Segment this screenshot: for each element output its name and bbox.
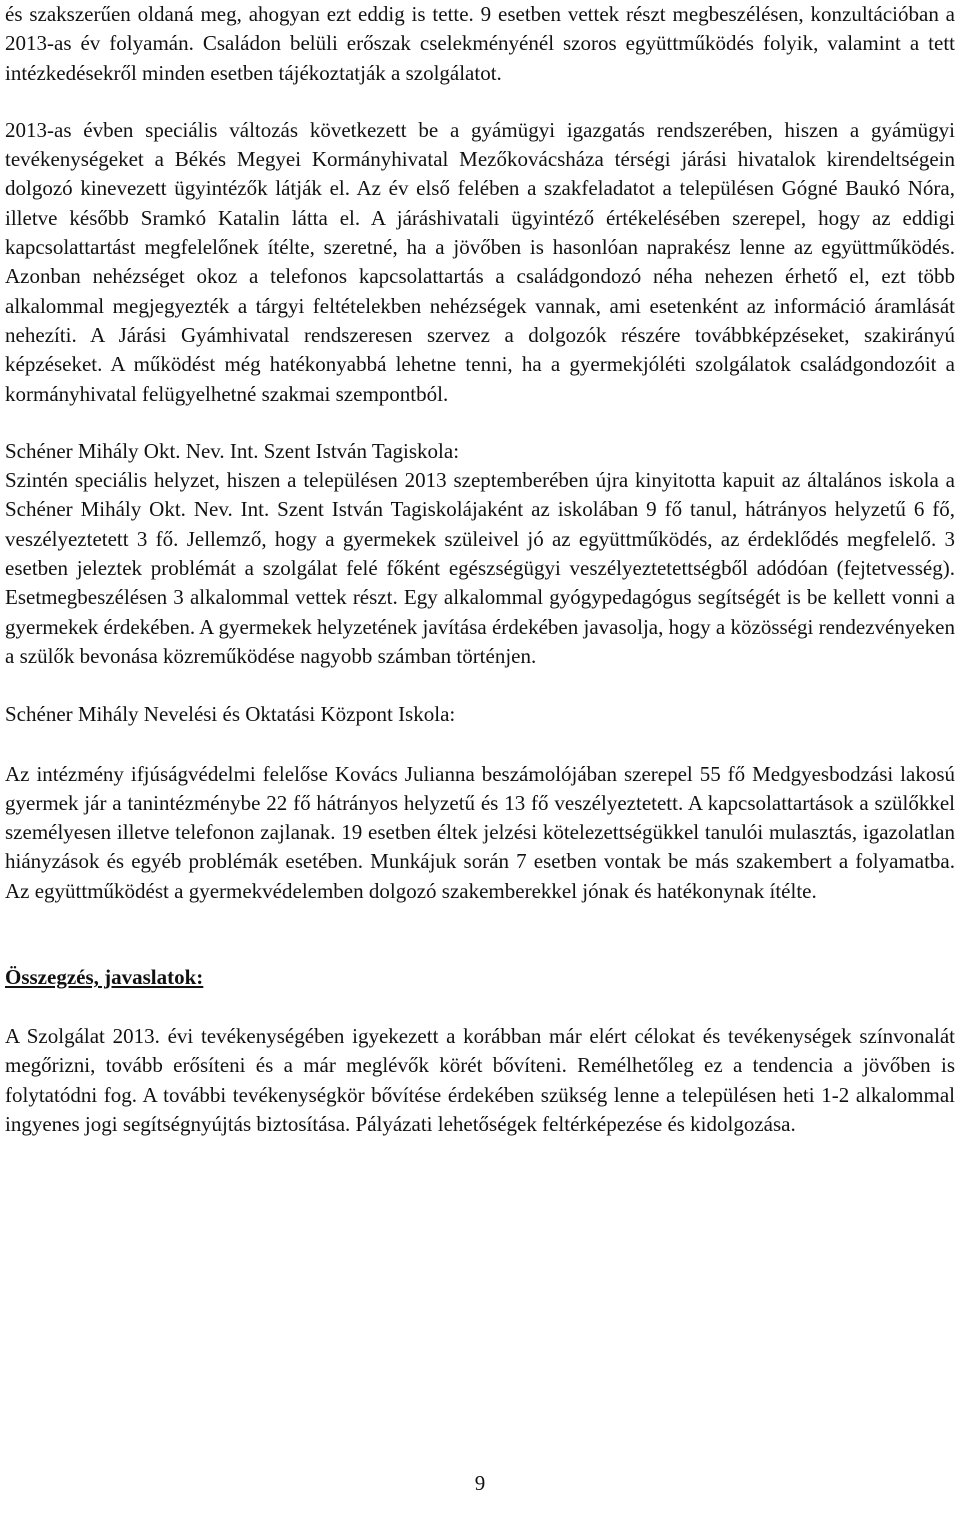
school1-paragraph: Szintén speciális helyzet, hiszen a településen 2013 szeptemberében újra kinyitotta kapuit az általános iskola a Schéner Mihály Okt. Nev. Int. Szent István Tagiskolájaként az iskolában 9 fő tanul, hátrányos helyzetű 6 fő, veszélyeztetett 3 fő. Jellemző, hogy a gyermekek szüleivel jó az együttműködés, az érdeklődés megfelelő. 3 esetben jeleztek problémát a szolgálat felé főként egészségügyi veszélyeztetettségből adódóan (fejtetvesség). Esetmegbeszélésen 3 alkalommal vettek részt. Egy alkalommal gyógypedagógus segítségét is be kellett vonni a gyermekek érdekében. A gyermekek helyzetének javítása érdekében javasolja, hogy a közösségi rendezvényeken a szülők bevonása közreműködése nagyobb számban történjen. <box>5 468 955 668</box>
school2-heading: Schéner Mihály Nevelési és Oktatási Központ Iskola: <box>5 702 456 727</box>
page-number: 9 <box>474 1471 486 1495</box>
summary-paragraph: A Szolgálat 2013. évi tevékenységében igyekezett a korábban már elért célokat és tevékenységek színvonalát megőrizni, tovább erősíteni és a már meglévők körét bővíteni. Remélhetőleg ez a tendencia a jövőben is folytatódni fog. A további tevékenységkör bővítése érdekében szükség lenne a településen heti 1-2 alkalommal ingyenes jogi segítségnyújtás biztosítása. Pályázati lehetőségek feltérképezése és kidolgozása. <box>5 1024 955 1136</box>
intro-paragraph: és szakszerűen oldaná meg, ahogyan ezt eddig is tette. 9 esetben vettek részt megbeszélésen, konzultációban a 2013-as év folyamán. Családon belüli erőszak cselekményénél szoros együttműködés folyik, valamint a tett intézkedésekről minden esetben tájékoztatják a szolgálatot. <box>5 2 955 85</box>
summary-heading: Összegzés, javaslatok: <box>5 965 204 990</box>
school2-paragraph: Az intézmény ifjúságvédelmi felelőse Kovács Julianna beszámolójában szerepel 55 fő Medgyesbodzási lakosú gyermek jár a tanintézménybe 22 fő hátrányos helyzetű és 13 fő veszélyeztetett. A kapcsolattartások a szülőkkel személyesen illetve telefonon zajlanak. 19 esetben éltek jelzési kötelezettségükkel tanulói mulasztás, igazolatlan hiányzások és egyéb problémák esetében. Munkájuk során 7 esetben vontak be más szakembert a folyamatba. Az együttműködést a gyermekvédelemben dolgozó szakemberekkel jónak és hatékonynak ítélte. <box>5 761 955 903</box>
guardianship-paragraph: 2013-as évben speciális változás következett be a gyámügyi igazgatás rendszerében, hiszen a gyámügyi tevékenységeket a Békés Megyei Kormányhivatal Mezőkovácsháza térségi járási hivatalok kirendeltségein dolgozó kinevezett ügyintézők látják el. Az év első felében a szakfeladatot a településen Gógné Baukó Nóra, illetve később Sramkó Katalin látta el. A járáshivatali ügyintéző értékelésében szerepel, hogy az eddigi kapcsolattartást megfelelőnek ítélte, szeretné, ha a jövőben is hasonlóan naprakész lenne az együttműködés. Azonban nehézséget okoz a telefonos kapcsolattartás a családgondozó néha nehezen érhető el, ezt több alkalommal megjegyezték a tárgyi feltételekben nehézségek vannak, ami esetenként az információ áramlását nehezíti. A Járási Gyámhivatal rendszeresen szervez a dolgozók részére továbbképzéseket, szakirányú képzéseket. A működést még hatékonyabbá lehetne tenni, ha a gyermekjóléti szolgálatok családgondozóit a kormányhivatal felügyelhetné szakmai szempontból. <box>5 117 955 406</box>
school1-heading: Schéner Mihály Okt. Nev. Int. Szent István Tagiskola: <box>5 438 460 463</box>
document-page <box>5 0 955 1139</box>
